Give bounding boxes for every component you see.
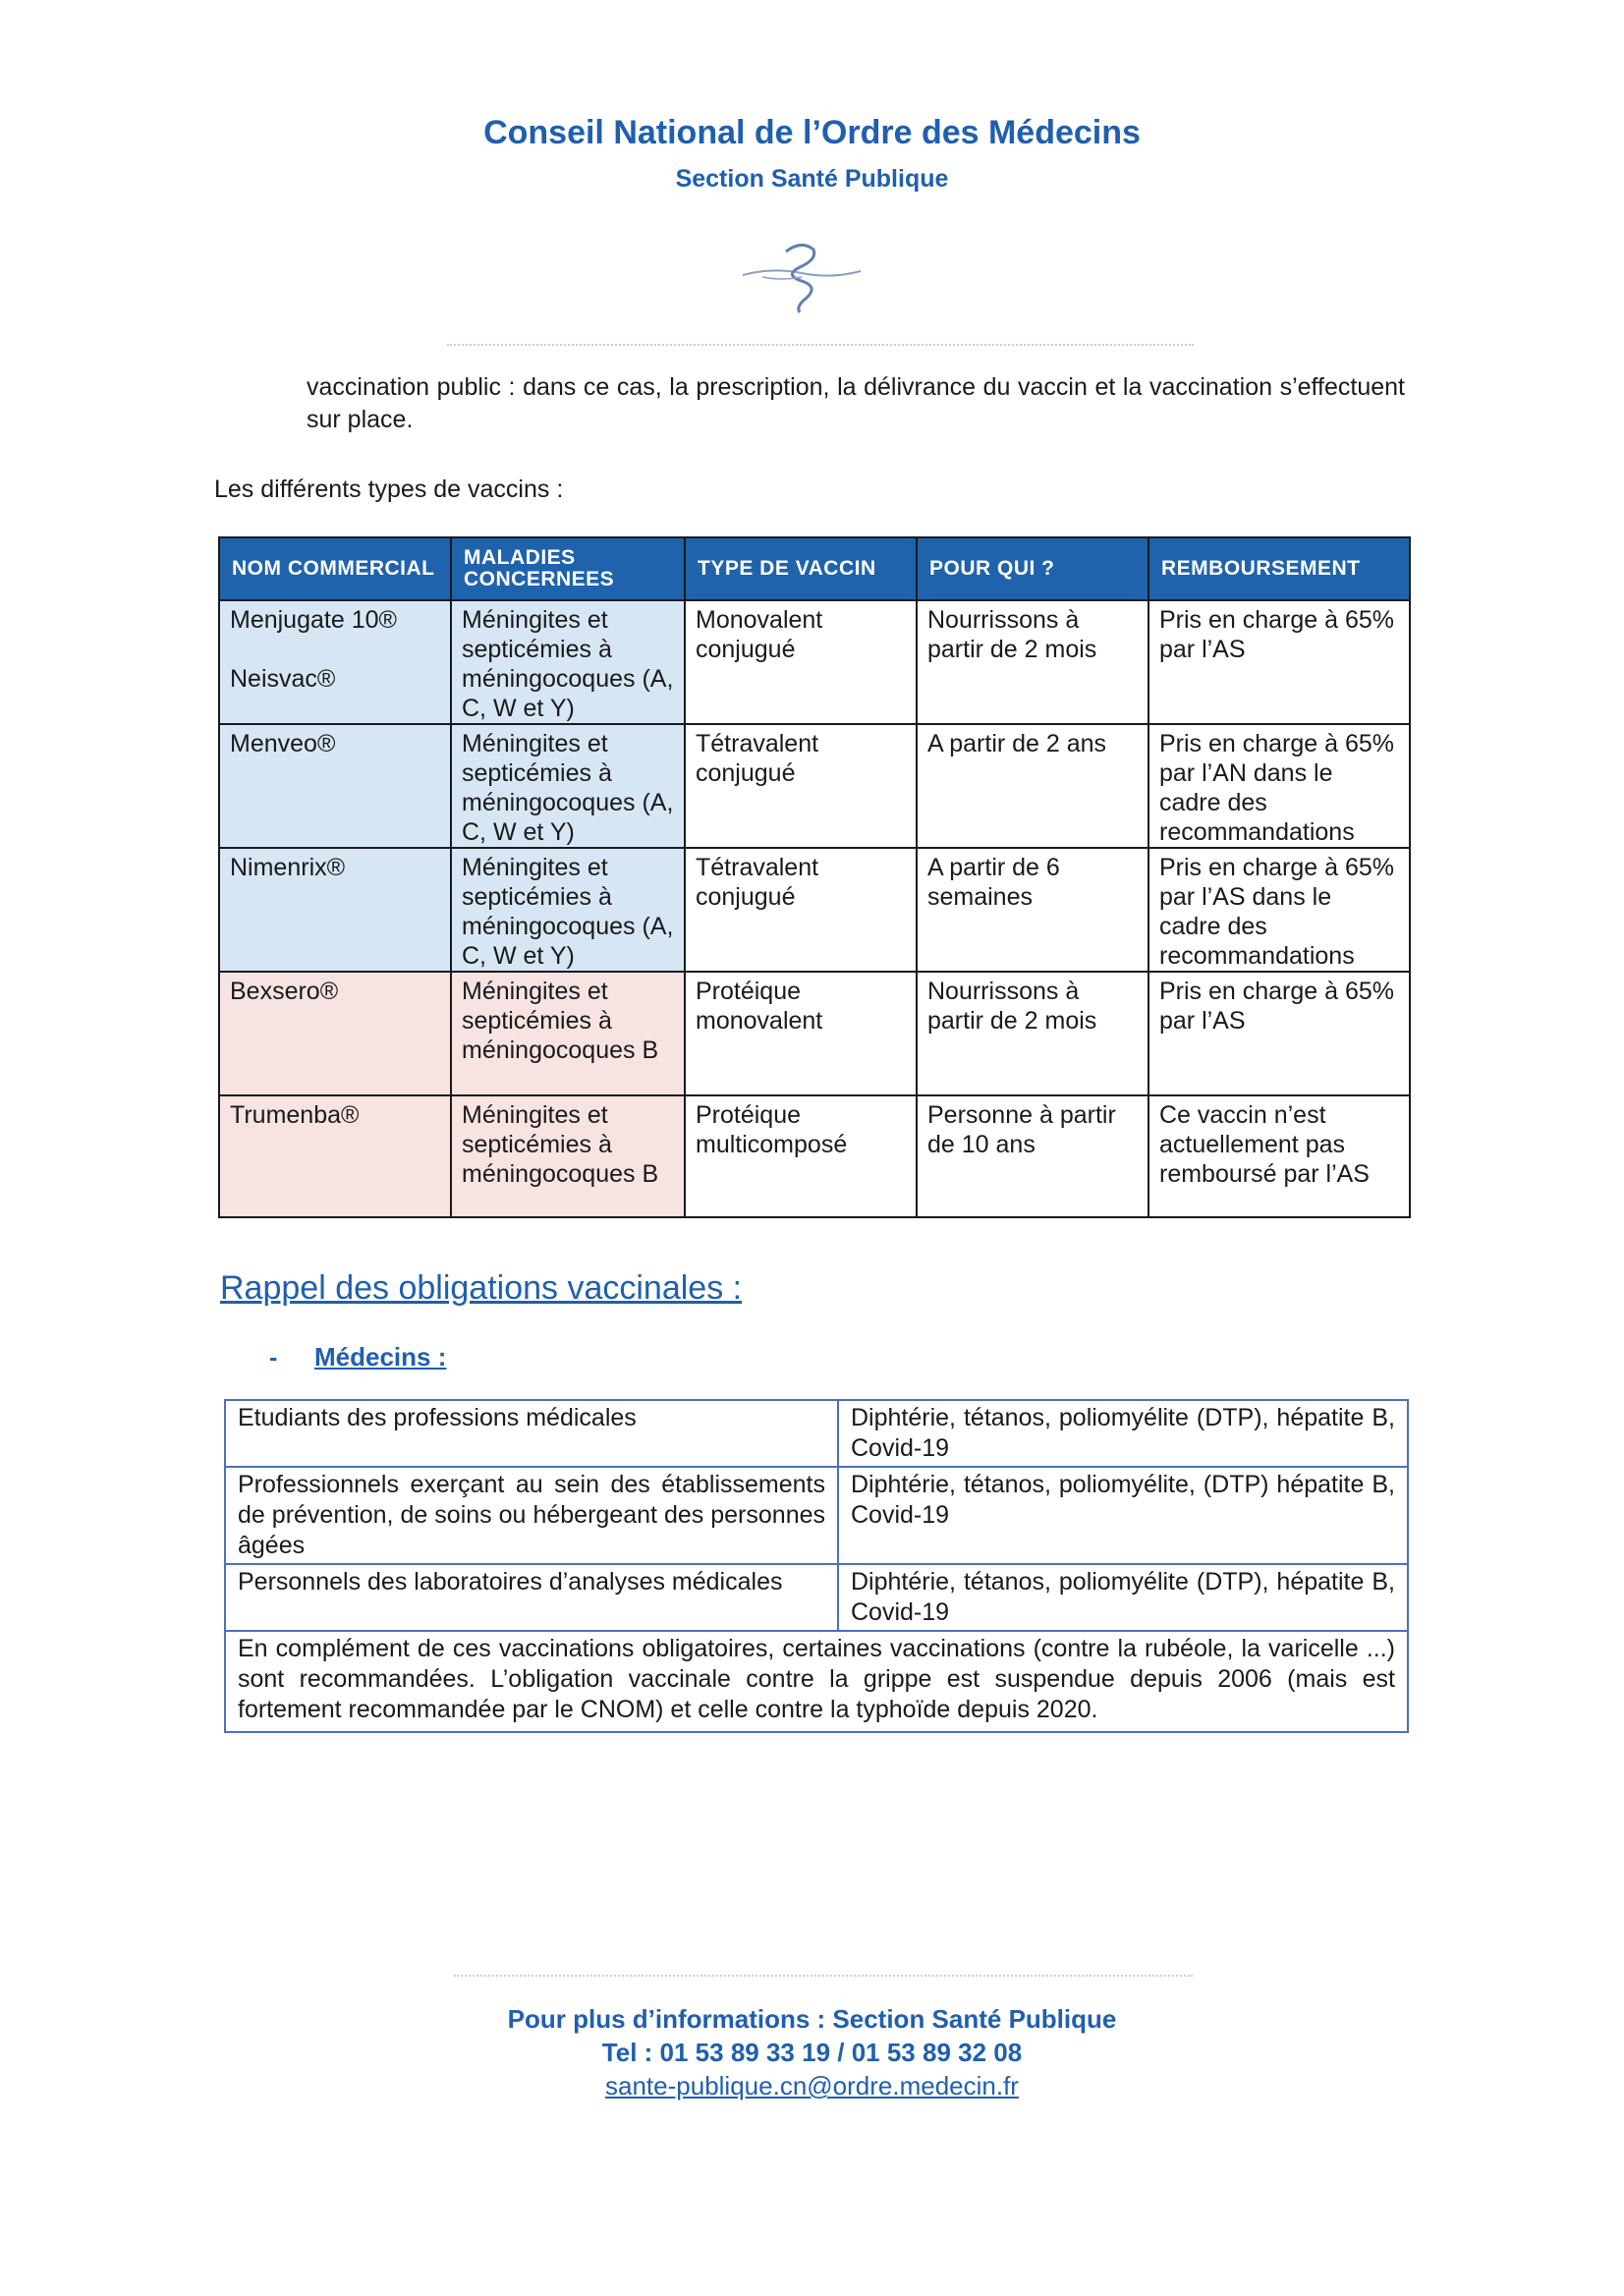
table-row [225, 1467, 1408, 1564]
header-divider [447, 344, 1194, 346]
pour-qui-cell: Nourrissons à partir de 2 mois [917, 600, 1148, 724]
obligations-table [224, 1399, 1409, 1733]
pour-qui-cell: A partir de 6 semaines [917, 848, 1148, 972]
profession-cell: Personnels des laboratoires d’analyses médicales [225, 1564, 838, 1631]
header-maladies: MALADIES CONCERNEES [451, 537, 685, 600]
vaccines-cell: Diphtérie, tétanos, poliomyélite (DTP), hépatite B, Covid-19 [838, 1400, 1408, 1467]
vaccine-name: Neisvac® [230, 665, 336, 693]
footer-phone: Tel : 01 53 89 33 19 / 01 53 89 32 08 [601, 2038, 1023, 2067]
remboursement-cell: Pris en charge à 65% par l’AN dans le cadre des recommandations [1148, 724, 1410, 848]
vaccine-table [218, 536, 1411, 1218]
type-cell: Tétravalent conjugué [685, 848, 917, 972]
organization-title: Conseil National de l’Ordre des Médecins [483, 114, 1141, 151]
footer-info: Pour plus d’informations : Section Santé Publique [507, 2004, 1117, 2034]
table-row [219, 972, 1410, 1095]
remboursement-cell: Pris en charge à 65% par l’AS [1148, 972, 1410, 1095]
remboursement-cell: Pris en charge à 65% par l’AS [1148, 600, 1410, 724]
table-row [219, 600, 1410, 724]
table-row [219, 848, 1410, 972]
table-row [219, 724, 1410, 848]
obligations-note: En complément de ces vaccinations obligatoires, certaines vaccinations (contre la rubéole, la varicelle ...) sont recommandées. L’obligation vaccinale contre la grippe est suspendue depuis 2006 (mais est fortement recommandée par le CNOM) et celle contre la typhoïde depuis 2020. [225, 1631, 1408, 1732]
section-subtitle: Section Santé Publique [675, 165, 949, 193]
type-cell: Tétravalent conjugué [685, 724, 917, 848]
table-row [225, 1564, 1408, 1631]
type-cell: Monovalent conjugué [685, 600, 917, 724]
vaccine-name: Menveo® [219, 724, 451, 848]
vaccines-cell: Diphtérie, tétanos, poliomyélite (DTP), hépatite B, Covid-19 [838, 1564, 1408, 1631]
footer-email-link[interactable]: sante-publique.cn@ordre.medecin.fr [605, 2071, 1019, 2100]
vaccine-name-cell [219, 600, 451, 724]
medecins-label: Médecins : [314, 1342, 447, 1372]
vaccine-name: Nimenrix® [219, 848, 451, 972]
remboursement-cell: Pris en charge à 65% par l’AS dans le cadre des recommandations [1148, 848, 1410, 972]
profession-cell: Professionnels exerçant au sein des établissements de prévention, de soins ou hébergeant des personnes âgées [225, 1467, 838, 1564]
profession-cell: Etudiants des professions médicales [225, 1400, 838, 1467]
maladies-cell: Méningites et septicémies à méningocoques B [451, 972, 685, 1095]
table-row [225, 1631, 1408, 1732]
maladies-cell: Méningites et septicémies à méningocoques (A, C, W et Y) [451, 724, 685, 848]
vaccine-name: Menjugate 10® [230, 606, 397, 634]
vaccine-name: Bexsero® [219, 972, 451, 1095]
vaccines-cell: Diphtérie, tétanos, poliomyélite, (DTP) hépatite B, Covid-19 [838, 1467, 1408, 1564]
maladies-cell: Méningites et septicémies à méningocoques (A, C, W et Y) [451, 600, 685, 724]
pour-qui-cell: Nourrissons à partir de 2 mois [917, 972, 1148, 1095]
maladies-cell: Méningites et septicémies à méningocoques B [451, 1095, 685, 1217]
header-pour-qui: POUR QUI ? [917, 537, 1148, 600]
header-type-vaccin: TYPE DE VACCIN [685, 537, 917, 600]
vaccine-table-header [219, 537, 1410, 600]
caduceus-icon [703, 238, 900, 321]
remboursement-cell: Ce vaccin n’est actuellement pas remboursé par l’AS [1148, 1095, 1410, 1217]
footer-divider [454, 1975, 1193, 1977]
header-remboursement: REMBOURSEMENT [1148, 537, 1410, 600]
type-cell: Protéique monovalent [685, 972, 917, 1095]
table-row [225, 1400, 1408, 1467]
vaccine-types-title: Les différents types de vaccins : [214, 476, 564, 503]
header-nom-commercial: NOM COMMERCIAL [219, 537, 451, 600]
rappel-title: Rappel des obligations vaccinales : [220, 1269, 743, 1307]
intro-paragraph: vaccination public : dans ce cas, la prescription, la délivrance du vaccin et la vaccination s’effectuent sur place. [307, 373, 1405, 433]
pour-qui-cell: A partir de 2 ans [917, 724, 1148, 848]
type-cell: Protéique multicomposé [685, 1095, 917, 1217]
maladies-cell: Méningites et septicémies à méningocoques (A, C, W et Y) [451, 848, 685, 972]
list-dash: - [269, 1344, 278, 1372]
table-row [219, 1095, 1410, 1217]
pour-qui-cell: Personne à partir de 10 ans [917, 1095, 1148, 1217]
vaccine-name: Trumenba® [219, 1095, 451, 1217]
